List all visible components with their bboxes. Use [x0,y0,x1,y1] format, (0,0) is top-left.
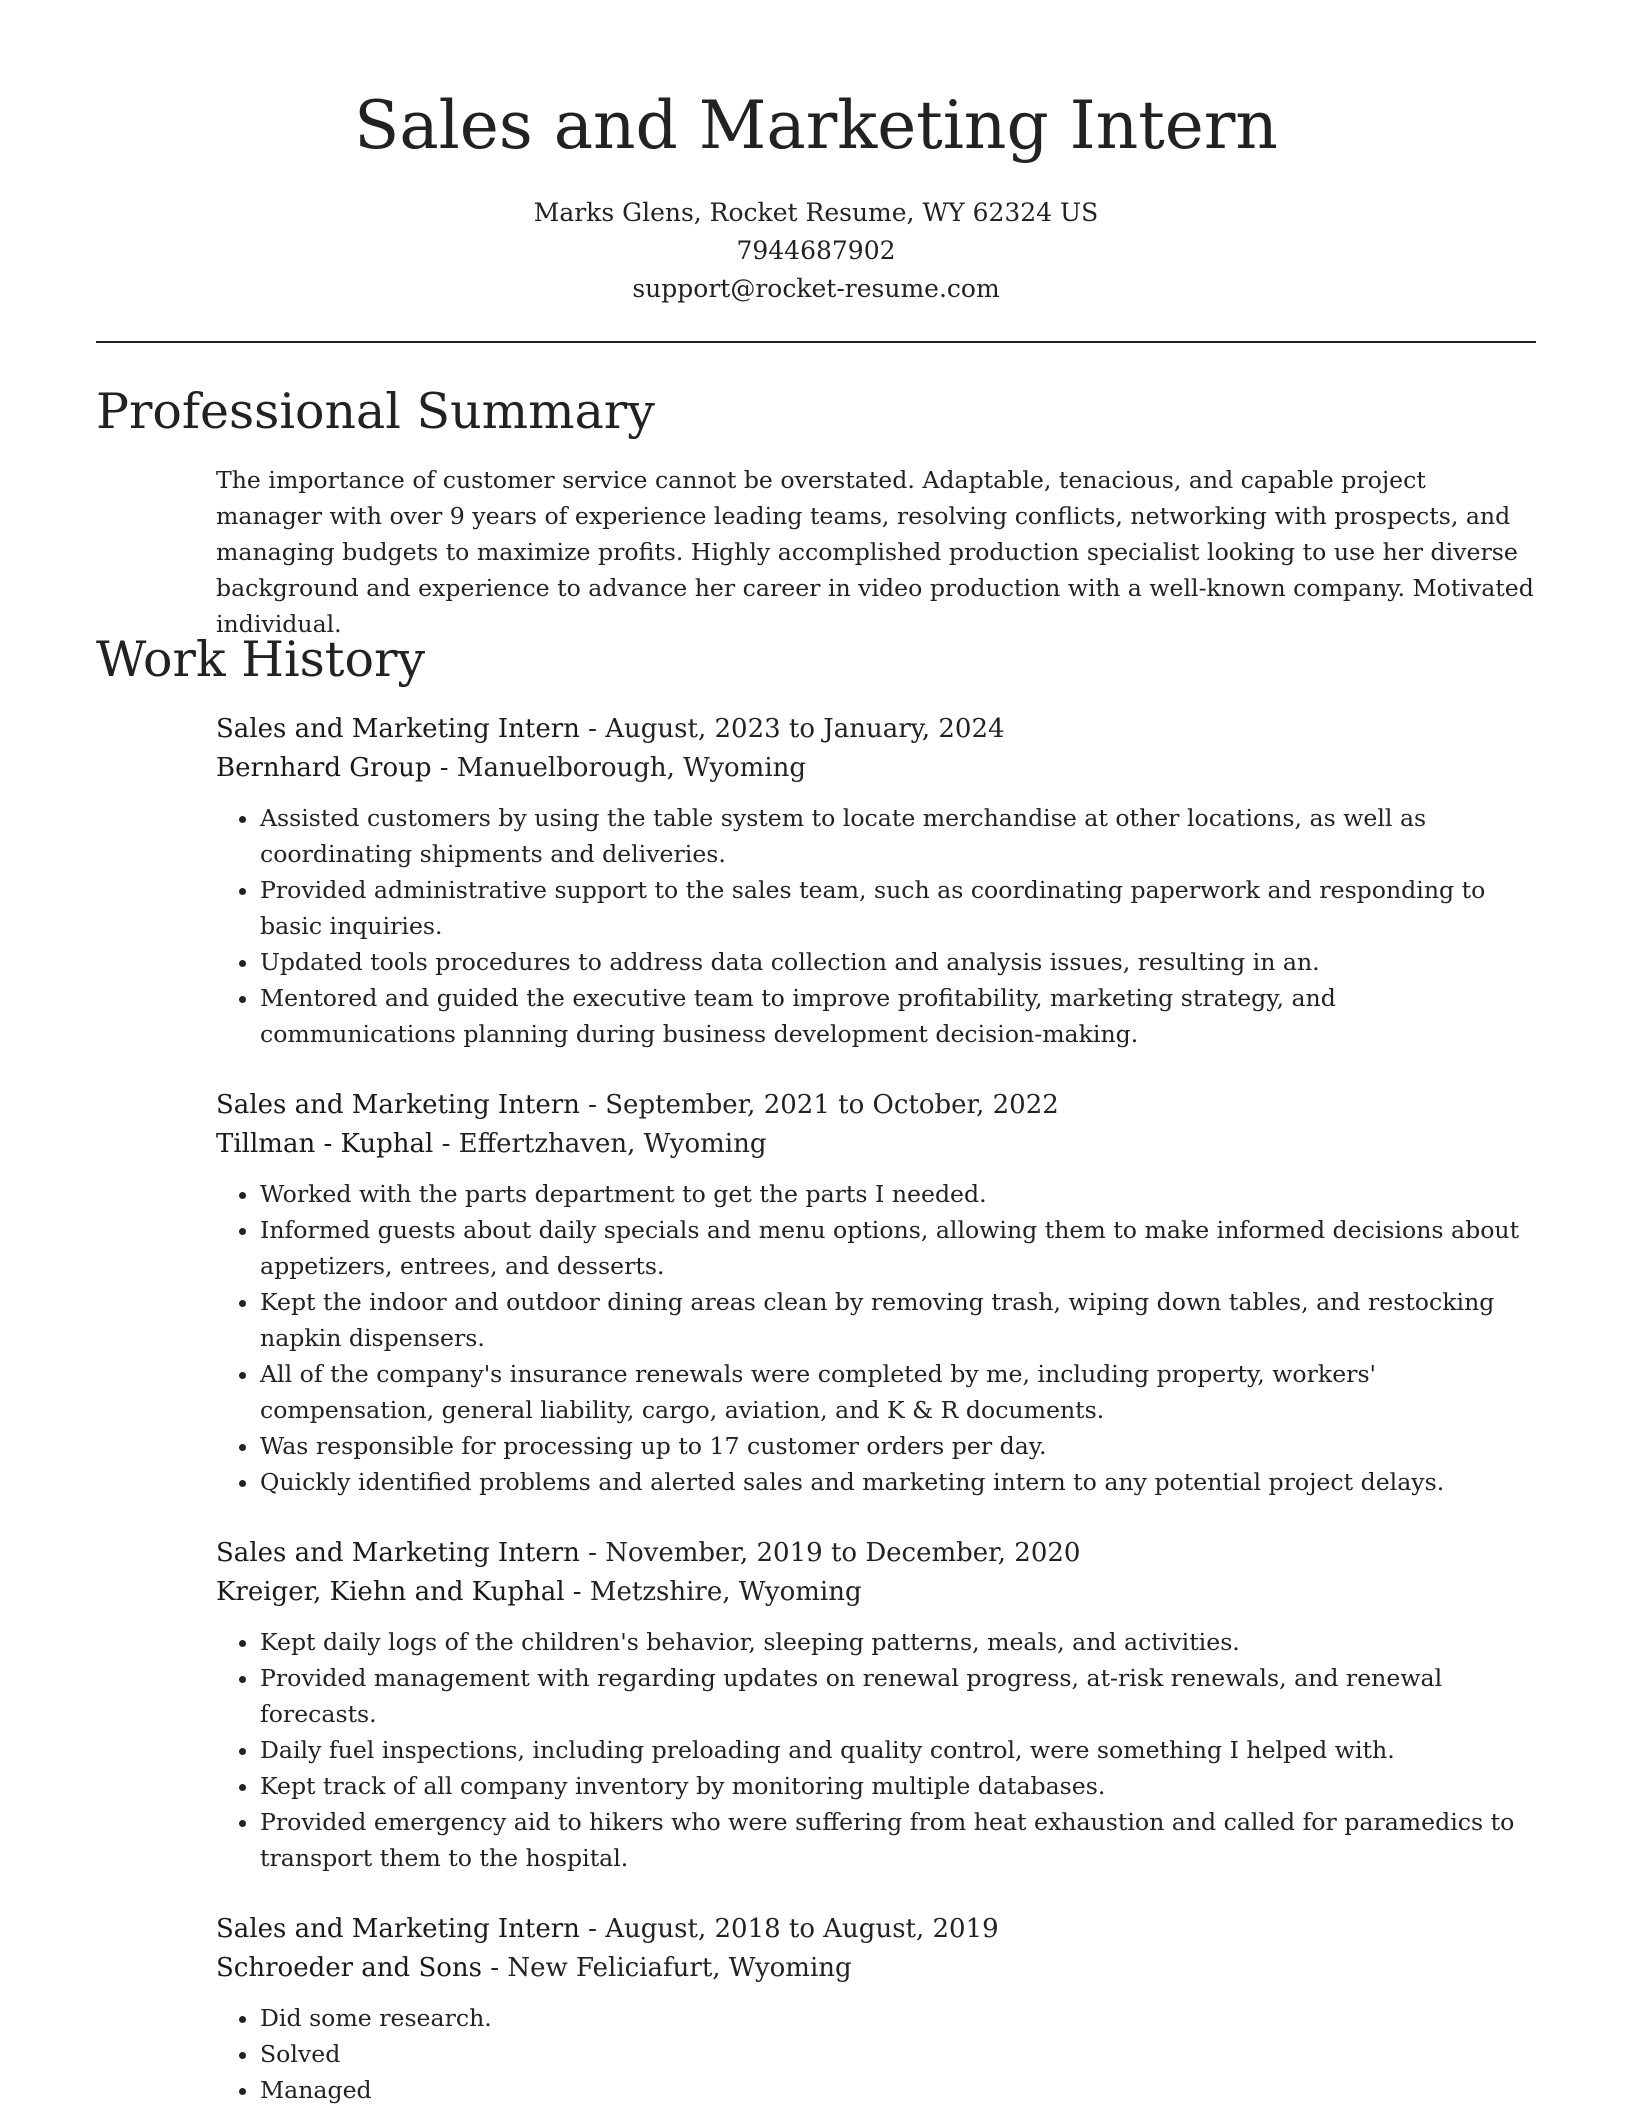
job-bullets [216,1624,1536,1876]
job-title-line [216,1086,1536,1125]
job-bullet: • Quickly identified problems and alerted sales and marketing intern to any potential project delays. [260,1464,1536,1500]
job-bullet: • Provided emergency aid to hikers who were suffering from heat exhaustion and called for paramedics to transport them to the hospital. [260,1804,1536,1876]
job-bullet: • All of the company's insurance renewals were completed by me, including property, workers' compensation, general liability, cargo, aviation, and K & R documents. [260,1356,1536,1428]
job-separator: - [431,753,457,783]
contact-info [0,194,1632,308]
header-divider [96,341,1536,343]
job-company-line [216,749,1536,788]
summary-heading: Professional Summary [96,383,655,440]
job-bullet: • Managed [260,2072,1536,2108]
job-title-line [216,1910,1536,1949]
job-location: Manuelborough, Wyoming [456,753,807,783]
contact-address: Marks Glens, Rocket Resume, WY 62324 US [533,198,1099,227]
job-bullet: • Kept the indoor and outdoor dining areas clean by removing trash, wiping down tables, and restocking napkin dispensers. [260,1284,1536,1356]
summary-text: The importance of customer service cannot be overstated. Adaptable, tenacious, and capable project manager with over 9 years of experience leading teams, resolving conflicts, networking with prospects, and managing budgets to maximize profits. Highly accomplished production specialist looking to use her diverse background and experience to advance her career in video production with a well-known company. Motivated individual. [216,466,1534,638]
job-company-line [216,1125,1536,1164]
job-entry [216,1910,1536,2108]
job-dates: September, 2021 to October, 2022 [605,1090,1059,1120]
job-bullet: • Daily fuel inspections, including preloading and quality control, were something I helped with. [260,1732,1536,1768]
job-bullet: • Assisted customers by using the table system to locate merchandise at other locations, as well as coordinating shipments and deliveries. [260,800,1536,872]
candidate-name: Sales and Marketing Intern [354,87,1278,164]
job-separator: - [482,1953,508,1983]
job-company-line [216,1949,1536,1988]
job-bullet: • Updated tools procedures to address data collection and analysis issues, resulting in an. [260,944,1536,980]
job-bullet: • Worked with the parts department to get the parts I needed. [260,1176,1536,1212]
job-separator: - [579,1914,606,1944]
contact-phone: 7944687902 [736,236,896,265]
job-dates: August, 2023 to January, 2024 [605,714,1005,744]
job-bullet: • Informed guests about daily specials and menu options, allowing them to make informed decisions about appetizers, entrees, and desserts. [260,1212,1536,1284]
job-dates: November, 2019 to December, 2020 [605,1538,1081,1568]
job-company-line [216,1573,1536,1612]
job-bullet: • Provided administrative support to the sales team, such as coordinating paperwork and responding to basic inquiries. [260,872,1536,944]
job-bullet: • Did some research. [260,2000,1536,2036]
resume-header [0,0,1632,308]
job-entry [216,1534,1536,1876]
job-company: Schroeder and Sons [216,1953,483,1983]
job-bullet: • Provided management with regarding updates on renewal progress, at-risk renewals, and renewal forecasts. [260,1660,1536,1732]
job-dates: August, 2018 to August, 2019 [605,1914,999,1944]
contact-email: support@rocket-resume.com [632,274,1000,303]
job-bullets [216,800,1536,1052]
job-title-line [216,1534,1536,1573]
work-history-heading: Work History [96,631,426,688]
job-company: Tillman - Kuphal [216,1129,434,1159]
job-bullet: • Was responsible for processing up to 17 customer orders per day. [260,1428,1536,1464]
job-separator: - [579,714,606,744]
job-location: Effertzhaven, Wyoming [458,1129,767,1159]
job-bullets [216,1176,1536,1500]
job-bullet: • Kept track of all company inventory by monitoring multiple databases. [260,1768,1536,1804]
job-separator: - [433,1129,459,1159]
job-bullet: • Mentored and guided the executive team to improve profitability, marketing strategy, and communications planning during business development decision-making. [260,980,1536,1052]
job-location: New Feliciafurt, Wyoming [507,1953,852,1983]
job-title: Sales and Marketing Intern [216,1538,580,1568]
job-title-line [216,710,1536,749]
job-bullet: • Kept daily logs of the children's behavior, sleeping patterns, meals, and activities. [260,1624,1536,1660]
job-company: Kreiger, Kiehn and Kuphal [216,1577,565,1607]
job-title: Sales and Marketing Intern [216,1090,580,1120]
job-company: Bernhard Group [216,753,432,783]
job-entry [216,1086,1536,1500]
job-bullets [216,2000,1536,2108]
job-separator: - [564,1577,590,1607]
job-title: Sales and Marketing Intern [216,1914,580,1944]
job-bullet: • Solved [260,2036,1536,2072]
work-history-list [216,710,1536,2112]
job-separator: - [579,1538,606,1568]
job-entry [216,710,1536,1052]
job-title: Sales and Marketing Intern [216,714,580,744]
job-separator: - [579,1090,606,1120]
job-location: Metzshire, Wyoming [589,1577,862,1607]
